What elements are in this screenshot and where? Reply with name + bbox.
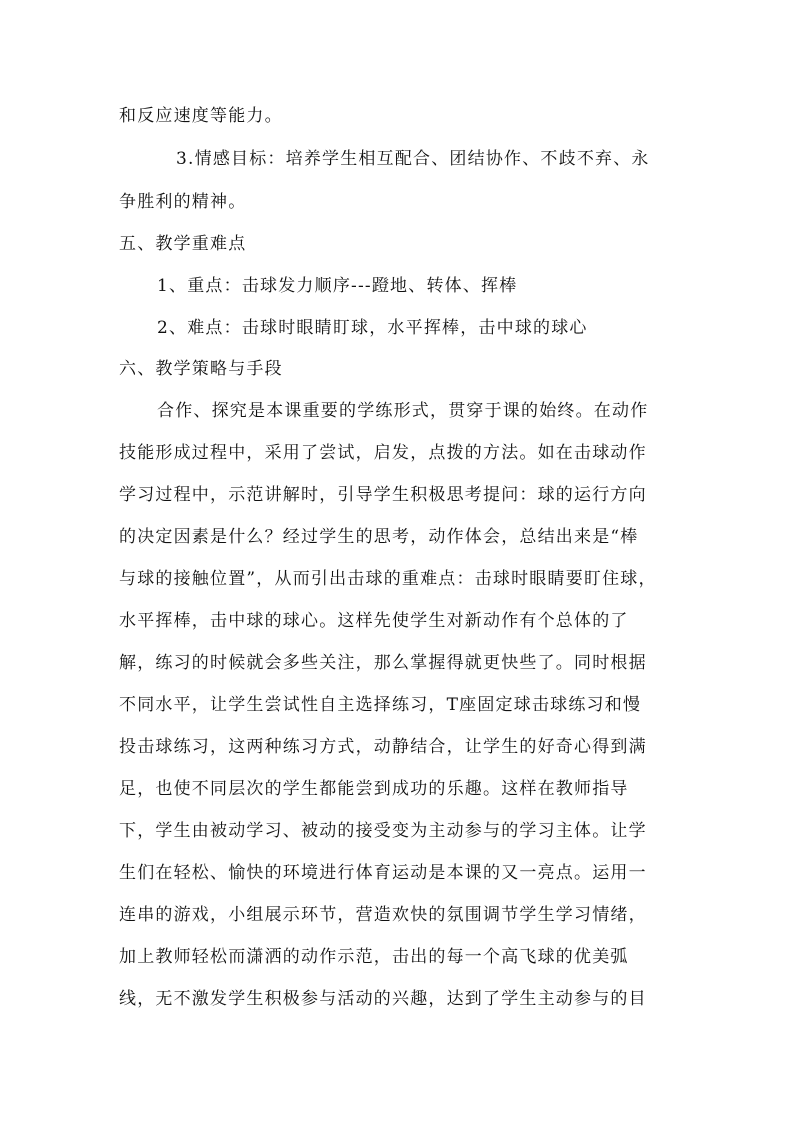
text-line: 2、难点：击球时眼睛盯球，水平挥棒，击中球的球心 <box>157 318 588 338</box>
text-line: 3.情感目标：培养学生相互配合、团结协作、不歧不弃、永 <box>176 149 650 169</box>
text-line: 技能形成过程中，采用了尝试，启发，点拨的方法。如在击球动作 <box>119 443 647 463</box>
text-line: 学习过程中，示范讲解时，引导学生积极思考提问：球的运行方向 <box>119 485 647 505</box>
text-line: 下，学生由被动学习、被动的接受变为主动参与的学习主体。让学 <box>119 821 647 841</box>
text-line: 水平挥棒，击中球的球心。这样先使学生对新动作有个总体的了 <box>119 611 629 631</box>
text-line: 和反应速度等能力。 <box>119 106 283 126</box>
text-line: 连串的游戏，小组展示环节，营造欢快的氛围调节学生学习情绪， <box>119 905 647 925</box>
text-line: 的决定因素是什么？经过学生的思考，动作体会，总结出来是“棒 <box>119 527 639 547</box>
text-line: 加上教师轻松而潇洒的动作示范，击出的每一个高飞球的优美弧 <box>119 947 629 967</box>
text-line: 争胜利的精神。 <box>119 192 247 212</box>
text-line: 投击球练习，这两种练习方式，动静结合，让学生的好奇心得到满 <box>119 737 647 757</box>
text-line: 线，无不激发学生积极参与活动的兴趣，达到了学生主动参与的目 <box>119 989 647 1009</box>
text-line: 1、重点：击球发力顺序---蹬地、转体、挥棒 <box>157 276 518 296</box>
text-line: 不同水平，让学生尝试性自主选择练习，T座固定球击球练习和慢 <box>119 695 642 715</box>
text-line: 生们在轻松、愉快的环境进行体育运动是本课的又一亮点。运用一 <box>119 863 647 883</box>
section-heading: 五、教学重难点 <box>119 234 247 254</box>
text-line: 合作、探究是本课重要的学练形式，贯穿于课的始终。在动作 <box>157 401 649 421</box>
text-line: 与球的接触位置”，从而引出击球的重难点：击球时眼睛要盯住球， <box>119 569 657 589</box>
text-line: 解，练习的时候就会多些关注，那么掌握得就更快些了。同时根据 <box>119 653 647 673</box>
text-line: 足，也使不同层次的学生都能尝到成功的乐趣。这样在教师指导 <box>119 779 629 799</box>
section-heading: 六、教学策略与手段 <box>119 359 283 379</box>
